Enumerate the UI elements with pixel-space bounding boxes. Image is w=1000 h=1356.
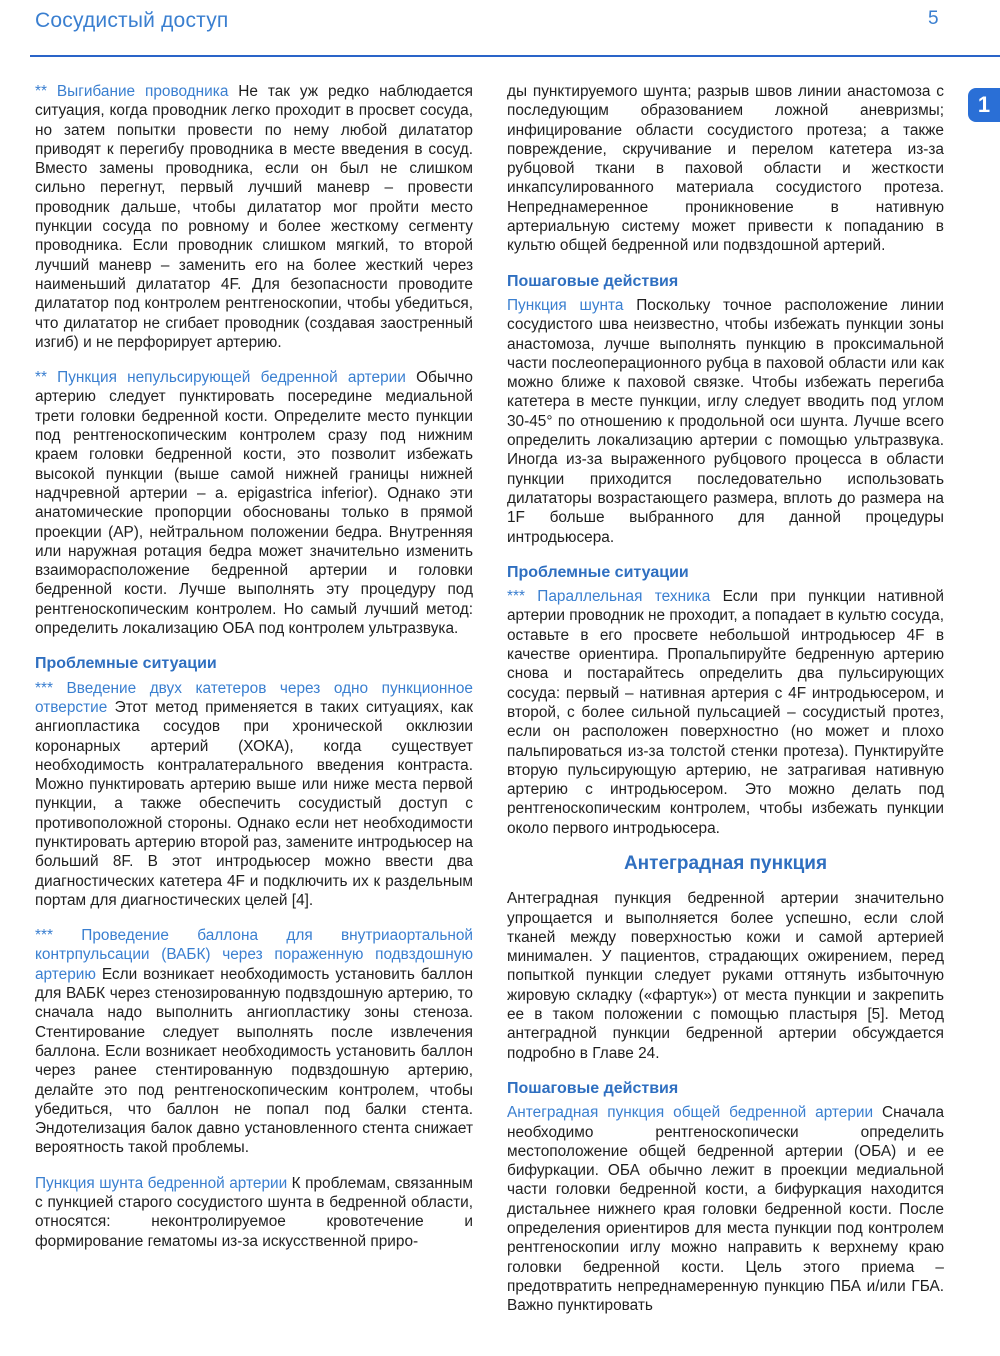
page-number: 5 — [928, 8, 939, 29]
paragraph — [507, 296, 944, 547]
paragraph-lead: *** Параллельная техника — [507, 588, 711, 606]
header-divider — [30, 55, 1000, 57]
paragraph-text: Если возникает необходимость установить баллон для ВАБК через стенозированную подвздошную артерию, то сначала надо выполнить ангиопластику зоны стеноза. Стентирование следует выполнять после извлечения баллона. Если возникает необходимость установить баллон через ранее стентированную подвздошную артерию, делайте это под рентгеноскопическим контролем, чтобы убедиться, что баллон не попал под балки стента. Эндотелизация балок давно установленного стента снижает вероятность такой проблемы. — [35, 965, 473, 1157]
paragraph-text: Обычно артерию следует пунктировать посередине медиальной трети головки бедренной кости. Определите место пункции под рентгеноскопическим контролем сразу под нижним краем головки бедренной кости, это позволит избежать высокой пункции (выше самой нижней границы нижней надчревной артерии – a. epigastrica inferior). Однако эти анатомические пропорции обоснованы только в прямой проекции (AP), нейтральном положении бедра. Внутренняя или наружная ротация бедра может значительно изменить взаиморасположение бедренной артерии и головки бедренной кости. Лучше выполнять эту процедуру под рентгеноскопическим контролем. Но самый лучший метод: определить локализацию ОБА под контролем ультразвука. — [35, 369, 473, 638]
paragraph-text: Антеградная пункция бедренной артерии значительно упрощается и выполняется более успешно, если слой тканей между поверхностью кожи и самой артерией минимален. У пациентов, страдающих ожирением, перед попыткой пункции следует руками оттянуть избыточную жировую складку («фартук») от места пункции и закрепить ее в таком положении с помощью пластыря [5]. Метод антеградной пункции бедренной артерии обсуждается подробно в Главе 24. — [507, 890, 944, 1062]
paragraph — [507, 82, 944, 256]
paragraph — [507, 889, 944, 1063]
paragraph — [35, 1174, 473, 1251]
paragraph-lead: ** Пункция непульсирующей бедренной артерии — [35, 369, 406, 387]
paragraph-text: Сначала необходимо рентгеноскопически определить местоположение общей бедренной артерии (ОБА) и ее бифуркации. ОБА обычно лежит в проекции медиальной части головки бедренной кости, а бифуркация находится дистальнее нижнего края головки бедренной кости. После определения ориентиров для места пункции под контролем рентгеноскопии иглу можно направить к верхнему краю головки бедренной кости. Цель этого приема – предотвратить непреднамеренную пункцию ПБА и/или ГБА. Важно пунктировать — [507, 1104, 945, 1315]
paragraph-text: ды пунктируемого шунта; разрыв швов линии анастомоза с последующим образованием ложной аневризмы; инфицирование области сосудистого протеза; а также повреждение, скручивание и перелом катетера из-за рубцовой ткани в паховой области и жесткости инкапсулированного материала сосудистого протеза. Непреднамеренное проникновение в нативную артериальную систему может привести к попаданию в культю общей бедренной или подвздошной артерий. — [507, 83, 944, 255]
paragraph — [507, 587, 944, 838]
paragraph-lead: ** Выгибание проводника — [35, 83, 229, 100]
paragraph-lead: *** Введение двух катетеров через одно пункционное отверстие — [35, 679, 473, 716]
paragraph-text: К проблемам, связанным с пункцией старого сосудистого шунта в бедренной области, относятся: неконтролируемое кровотечение и формирование гематомы из-за искусственной приро- — [35, 1174, 473, 1250]
page-header — [0, 0, 1000, 58]
subheading: Пошаговые действия — [507, 1079, 679, 1097]
paragraph — [35, 679, 473, 911]
paragraph-lead: Пункция шунта бедренной артерии — [35, 1174, 288, 1192]
subheading: Проблемные ситуации — [35, 655, 217, 673]
paragraph-text: Поскольку точное расположение линии сосудистого шва неизвестно, чтобы избежать пункции зоны анастомоза, лучше выполнять пункцию в проксимальной части послеоперационного рубца в паховой области или как можно ближе к паховой связке. Чтобы избежать перегиба катетера в месте пункции, иглу следует вводить под углом 30-45° по отношению к продольной оси шунта. Лучше всего определить локализацию артерии с помощью ультразвука. Иногда из-за выраженного рубцового процесса в области пункции приходится последовательно использовать дилататоры возрастающего размера, вплоть до размера на 1F больше выбранного для данной процедуры интродьюсера. — [507, 296, 944, 546]
paragraph-lead: Пункция шунта — [507, 296, 624, 314]
paragraph — [507, 1103, 944, 1315]
left-column — [35, 82, 473, 1267]
right-column — [507, 82, 944, 1332]
paragraph-lead: *** Проведение баллона для внутриаортальной контрпульсации (ВАБК) через пораженную подвздошную артерию — [35, 927, 473, 983]
paragraph-lead: Антеградная пункция общей бедренной артерии — [507, 1104, 874, 1122]
paragraph — [35, 368, 473, 638]
paragraph-text: Если при пункции нативной артерии проводник не проходит, а попадает в культю сосуда, оставьте в его просвете небольшой интродьюсер 4F в качестве ориентира. Пропальпируйте бедренную артерию снова и постарайтесь определить два пульсирующих сосуда: первый – нативная артерия с 4F интродьюсером, и второй, с более сильной пульсацией – сосудистый протез, если он расположен поверхностно (но может и плохо пальпироваться из-за толстой стенки протеза). Пунктируйте вторую пульсирующую артерию, не затрагивая нативную артерию с интродьюсером. Это можно делать под рентгеноскопическим контролем, чтобы избежать пункции около первого интродьюсера. — [507, 588, 944, 837]
paragraph-text: Не так уж редко наблюдается ситуация, когда проводник легко проходит в просвет сосуда, но затем попытки провести по нему любой дилататор приводят к перегибу проводника в месте введения в сосуд. Вместо замены проводника, если он был не слишком сильно перегнут, первый лучший маневр – провести проводник дальше, чтобы дилататор мог пройти место пункции сосуда по ровному и более жесткому сегменту проводника. Если проводник слишком мягкий, то второй лучший маневр – заменить его на более жесткий через наименьший дилататор 4F. Для безопасности проводите дилататор под контролем рентгеноскопии, чтобы убедиться, что дилататор не сгибает проводник (создавая заостренный изгиб) и не перфорирует артерию. — [35, 83, 473, 351]
running-title: Сосудистый доступ — [35, 9, 229, 32]
section-title: Антеградная пункция — [623, 852, 828, 874]
subheading: Пошаговые действия — [507, 272, 679, 290]
chapter-tab: 1 — [968, 88, 1000, 122]
paragraph — [35, 82, 473, 352]
paragraph — [35, 926, 473, 1158]
paragraph-text: Этот метод применяется в таких ситуациях, как ангиопластика сосудов при хронической окклюзии коронарных артерий (ХОКА), когда существует необходимость контралатерального введения контраста. Можно пунктировать артерию выше или ниже места первой пункции, а также обеспечить сосудистый доступ с противоположной стороны. Однако если нет необходимости пунктировать артерию второй раз, замените интродьюсер на больший 8F. В этот интродьюсер можно ввести два диагностических катетера 4F и подключить их к раздельным портам для диагностических целей [4]. — [35, 698, 473, 909]
subheading: Проблемные ситуации — [507, 563, 689, 581]
